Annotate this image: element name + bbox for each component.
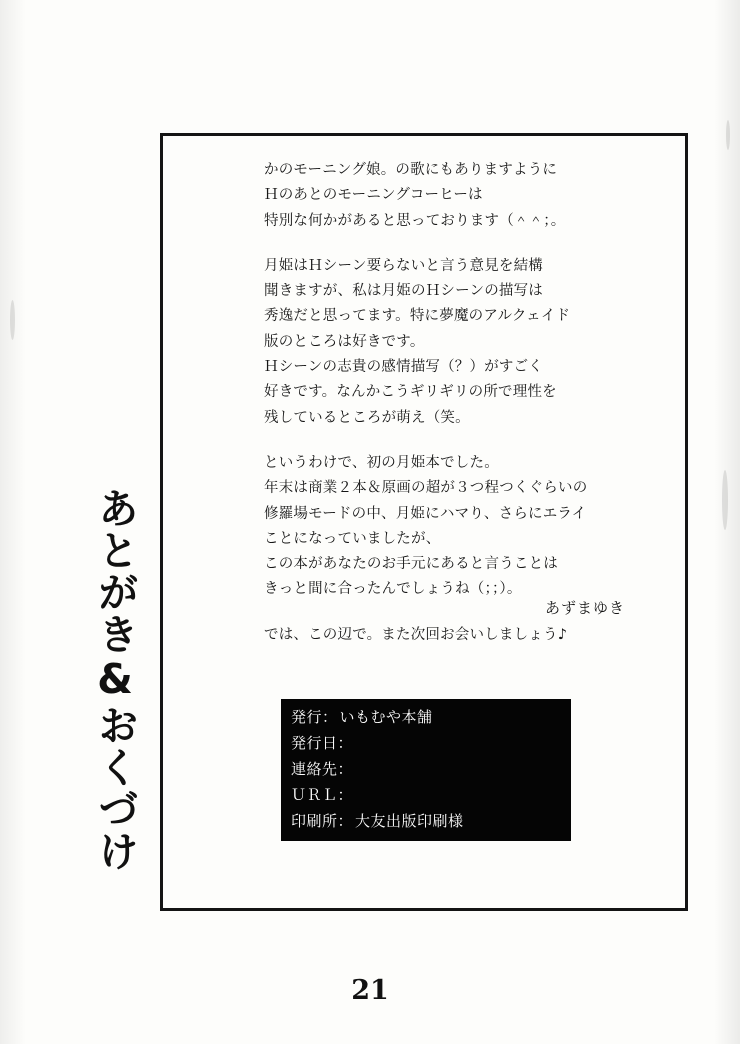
colophon-label: ＵＲＬ： — [291, 786, 354, 804]
text-line: 月姫はＨシーン要らないと言う意見を結構 — [264, 257, 544, 274]
paragraph — [264, 623, 664, 648]
paragraph — [264, 451, 664, 603]
page-number: 21 — [351, 975, 389, 1006]
text-line: 特別な何かがあると思っております（＾＾；。 — [264, 212, 566, 229]
afterword-body — [264, 158, 664, 648]
page-title: あとがき&おくづけ — [91, 487, 139, 872]
text-line: この本があなたのお手元にあると言うことは — [264, 556, 558, 573]
text-line: 残しているところが萌え（笑。 — [264, 409, 470, 426]
colophon-row — [291, 810, 561, 836]
text-line: 聞きますが、私は月姫のＨシーンの描写は — [264, 283, 544, 300]
text-line: ことになっていましたが、 — [264, 530, 441, 547]
scan-speck — [726, 120, 730, 150]
text-line: 秀逸だと思ってます。特に夢魔のアルクェイド — [264, 308, 571, 325]
text-line: 版のところは好きです。 — [264, 333, 425, 350]
paragraph — [264, 158, 664, 234]
colophon-row — [291, 732, 561, 758]
scan-edge-right — [714, 0, 740, 1044]
colophon-value: 大友出版印刷様 — [355, 812, 464, 830]
colophon-value: いもむや本舗 — [339, 708, 433, 726]
colophon-row — [291, 706, 561, 732]
scan-edge-left — [0, 0, 26, 1044]
text-line: きっと間に合ったんでしょうね（；；）。 — [264, 581, 522, 598]
text-line: Ｈシーンの志貴の感情描写（？）がすごく — [264, 359, 544, 376]
scan-speck — [10, 300, 15, 340]
colophon-row — [291, 758, 561, 784]
paragraph — [264, 254, 664, 431]
text-line: 好きです。なんかこうギリギリの所で理性を — [264, 384, 557, 401]
colophon-row — [291, 784, 561, 810]
colophon-label: 連絡先： — [291, 760, 354, 778]
colophon-box — [281, 699, 571, 841]
colophon-label: 発行日： — [291, 734, 354, 752]
text-line: Ｈのあとのモーニングコーヒーは — [264, 187, 483, 204]
text-line: 年末は商業２本＆原画の超が３つ程つくぐらいの — [264, 480, 588, 497]
text-line: かのモーニング娘。の歌にもありますように — [264, 162, 558, 178]
text-line: というわけで、初の月姫本でした。 — [264, 454, 499, 471]
colophon-label: 印刷所： — [291, 812, 354, 830]
text-line: 修羅場モードの中、月姫にハマり、さらにエライ — [264, 505, 587, 522]
scan-speck — [722, 470, 728, 530]
text-line: では、この辺で。また次回お会いしましょう♪ — [264, 626, 568, 643]
colophon-label: 発行： — [291, 708, 338, 726]
author-signature: あずまゆき — [545, 599, 626, 617]
